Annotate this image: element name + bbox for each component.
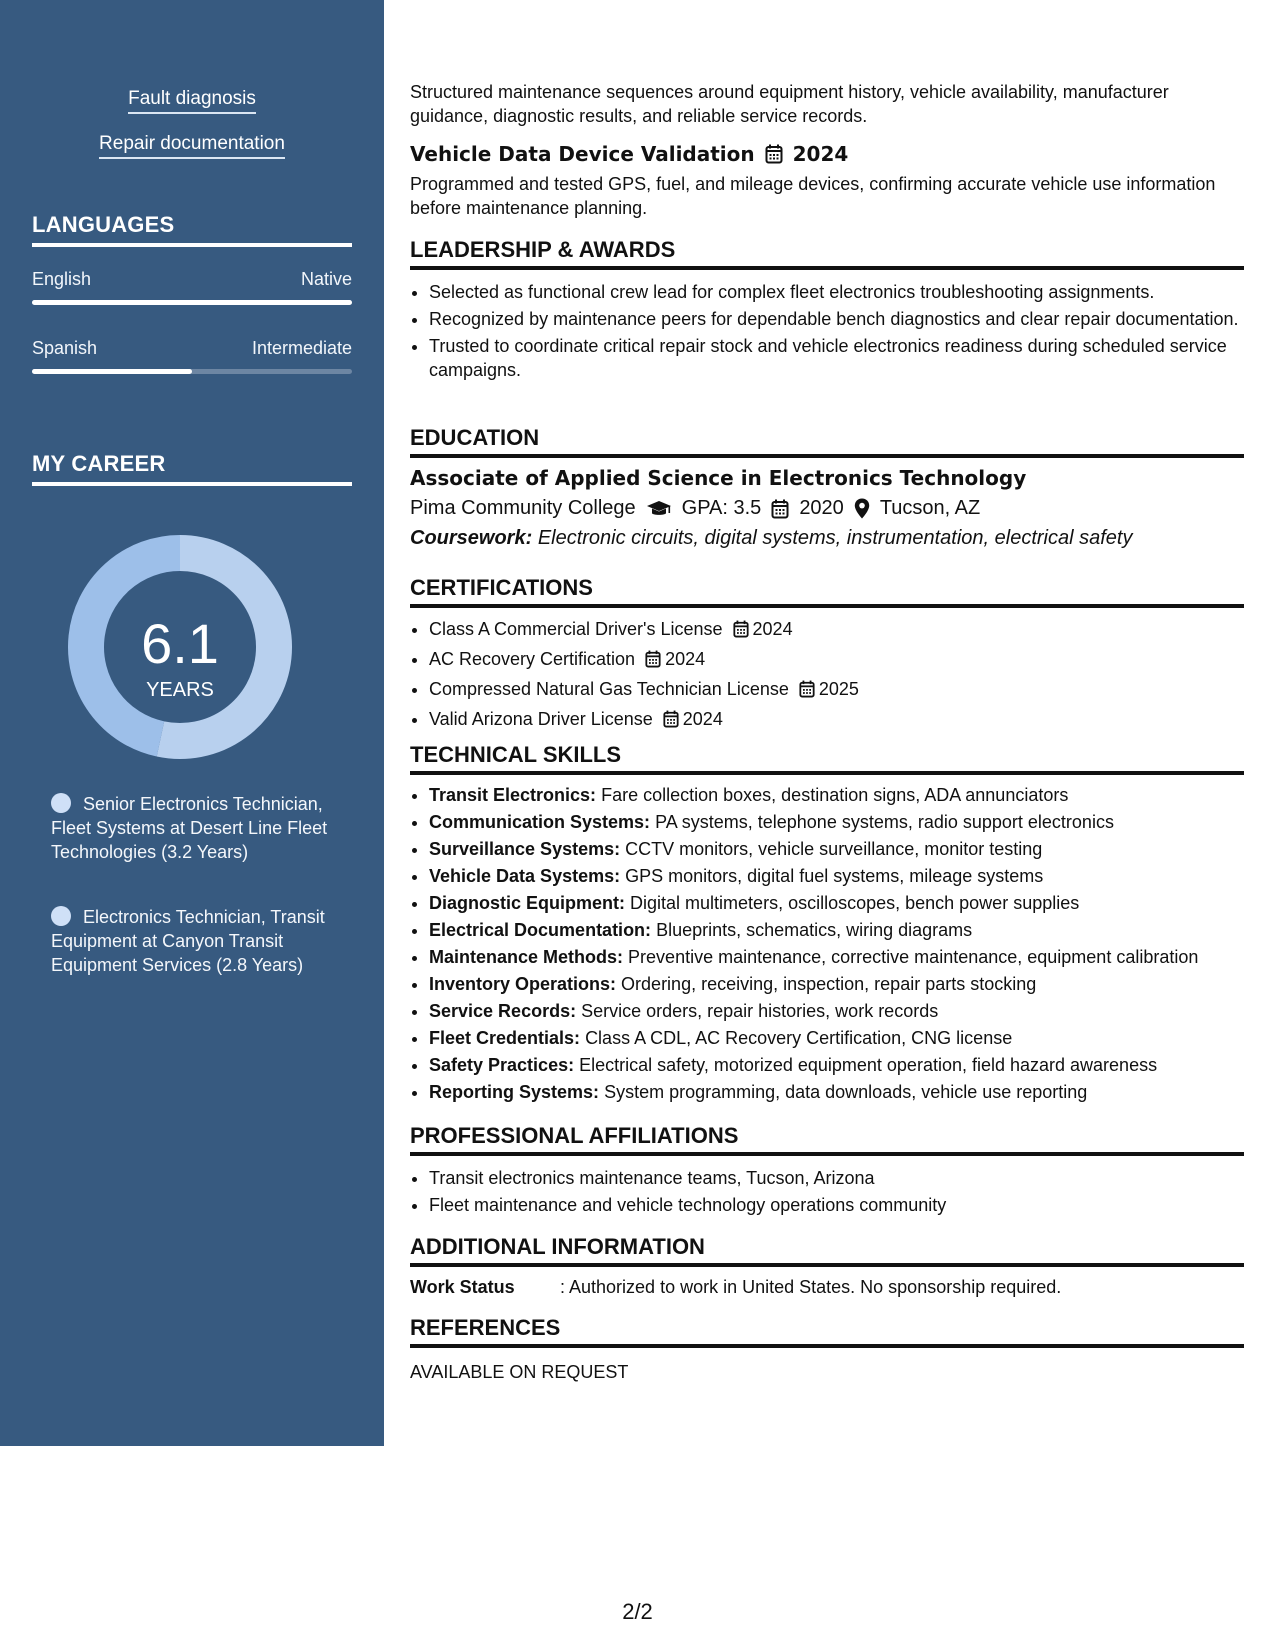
- language-bar-english: [32, 300, 352, 305]
- career-donut-chart: [66, 533, 294, 761]
- list-item: • Recognized by maintenance peers for dependable bench diagnostics and clear repair documentation.: [429, 307, 1263, 331]
- graduation-cap-icon: [646, 500, 672, 518]
- certification-item: • Compressed Natural Gas Technician License 2025: [429, 677, 1263, 704]
- leadership-heading: LEADERSHIP & AWARDS: [410, 237, 1244, 270]
- career-dot-icon: [51, 793, 71, 813]
- education-meta: [410, 497, 980, 520]
- skill-item: • Fleet Credentials: Class A CDL, AC Recovery Certification, CNG license: [429, 1026, 1263, 1050]
- skill-item: • Maintenance Methods: Preventive maintenance, corrective maintenance, equipment calibration: [429, 945, 1263, 969]
- skill-item: • Electrical Documentation: Blueprints, schematics, wiring diagrams: [429, 918, 1263, 942]
- affiliations-list: [410, 1166, 1263, 1220]
- school-name: Pima Community College: [410, 497, 636, 519]
- school-location: Tucson, AZ: [879, 497, 981, 519]
- project-description: Programmed and tested GPS, fuel, and mileage devices, confirming accurate vehicle use information before maintenance planning.: [410, 174, 1216, 218]
- skill-item: • Reporting Systems: System programming, data downloads, vehicle use reporting: [429, 1080, 1263, 1104]
- calendar-icon: [799, 680, 815, 704]
- language-bar-fill: [32, 300, 352, 305]
- gpa: GPA: 3.5: [681, 497, 762, 519]
- page-number: 2/2: [622, 1599, 653, 1624]
- skill-repair-documentation[interactable]: Repair documentation: [0, 133, 384, 155]
- additional-info-heading: ADDITIONAL INFORMATION: [410, 1234, 1244, 1267]
- sidebar: [0, 0, 384, 1446]
- references-text: AVAILABLE ON REQUEST: [410, 1362, 629, 1382]
- skill-item: • Vehicle Data Systems: GPS monitors, digital fuel systems, mileage systems: [429, 864, 1263, 888]
- skill-item: • Diagnostic Equipment: Digital multimeters, oscilloscopes, bench power supplies: [429, 891, 1263, 915]
- list-item: • Trusted to coordinate critical repair stock and vehicle electronics readiness during scheduled service campaigns.: [429, 334, 1263, 382]
- work-status-row: [410, 1277, 1061, 1298]
- calendar-icon: [663, 710, 679, 734]
- language-level: Native: [300, 269, 352, 289]
- language-bar-fill: [32, 369, 192, 374]
- calendar-icon: [733, 620, 749, 644]
- skill-item: • Communication Systems: PA systems, telephone systems, radio support electronics: [429, 810, 1263, 834]
- language-level: Intermediate: [251, 338, 352, 358]
- project-intro: Structured maintenance sequences around equipment history, vehicle availability, manufacturer guidance, diagnostic results, and reliable service records.: [410, 82, 1169, 126]
- career-heading: MY CAREER: [32, 451, 352, 486]
- language-name: Spanish: [32, 338, 98, 358]
- language-row-english: [32, 269, 352, 290]
- skill-item: • Service Records: Service orders, repair histories, work records: [429, 999, 1263, 1023]
- references-heading: REFERENCES: [410, 1315, 1244, 1348]
- skill-item: • Inventory Operations: Ordering, receiving, inspection, repair parts stocking: [429, 972, 1263, 996]
- skill-item: • Transit Electronics: Fare collection boxes, destination signs, ADA annunciators: [429, 783, 1263, 807]
- career-dot-icon: [51, 906, 71, 926]
- calendar-icon: [645, 650, 661, 674]
- language-bar-spanish: [32, 369, 352, 374]
- languages-heading: LANGUAGES: [32, 212, 352, 247]
- certification-item: • AC Recovery Certification 2024: [429, 647, 1263, 674]
- career-total-unit: YEARS: [146, 679, 214, 701]
- calendar-icon: [765, 144, 783, 164]
- coursework: [410, 527, 1132, 550]
- certifications-heading: CERTIFICATIONS: [410, 575, 1244, 608]
- certifications-list: [410, 617, 1263, 737]
- technical-skills-list: [410, 783, 1263, 1107]
- graduation-year: 2020: [799, 497, 844, 519]
- work-status-value: : Authorized to work in United States. No sponsorship required.: [560, 1277, 1062, 1297]
- skill-item: • Safety Practices: Electrical safety, motorized equipment operation, field hazard awareness: [429, 1053, 1263, 1077]
- technical-skills-heading: TECHNICAL SKILLS: [410, 742, 1244, 775]
- list-item: • Fleet maintenance and vehicle technology operations community: [429, 1193, 1263, 1217]
- leadership-list: [410, 280, 1263, 385]
- career-total-value: 6.1: [141, 612, 219, 675]
- career-item: Electronics Technician, Transit Equipment at Canyon Transit Equipment Services (2.8 Years): [51, 907, 325, 975]
- coursework-label: Coursework:: [410, 527, 533, 549]
- affiliations-heading: PROFESSIONAL AFFILIATIONS: [410, 1123, 1244, 1156]
- coursework-list: Electronic circuits, digital systems, instrumentation, electrical safety: [537, 527, 1133, 549]
- list-item: • Selected as functional crew lead for complex fleet electronics troubleshooting assignments.: [429, 280, 1263, 304]
- degree-title: Associate of Applied Science in Electronics Technology: [410, 466, 1027, 490]
- education-heading: EDUCATION: [410, 425, 1244, 458]
- project-title: Vehicle Data Device Validation 2024: [410, 142, 849, 166]
- work-status-label: Work Status: [410, 1277, 515, 1297]
- career-item: Senior Electronics Technician, Fleet Systems at Desert Line Fleet Technologies (3.2 Years): [51, 794, 328, 862]
- calendar-icon: [771, 499, 789, 519]
- skill-fault-diagnosis[interactable]: Fault diagnosis: [0, 88, 384, 110]
- language-name: English: [32, 269, 92, 289]
- certification-item: • Class A Commercial Driver's License 2024: [429, 617, 1263, 644]
- location-pin-icon: [854, 498, 870, 519]
- skill-item: • Surveillance Systems: CCTV monitors, vehicle surveillance, monitor testing: [429, 837, 1263, 861]
- language-row-spanish: [32, 338, 352, 359]
- list-item: • Transit electronics maintenance teams, Tucson, Arizona: [429, 1166, 1263, 1190]
- certification-item: • Valid Arizona Driver License 2024: [429, 707, 1263, 734]
